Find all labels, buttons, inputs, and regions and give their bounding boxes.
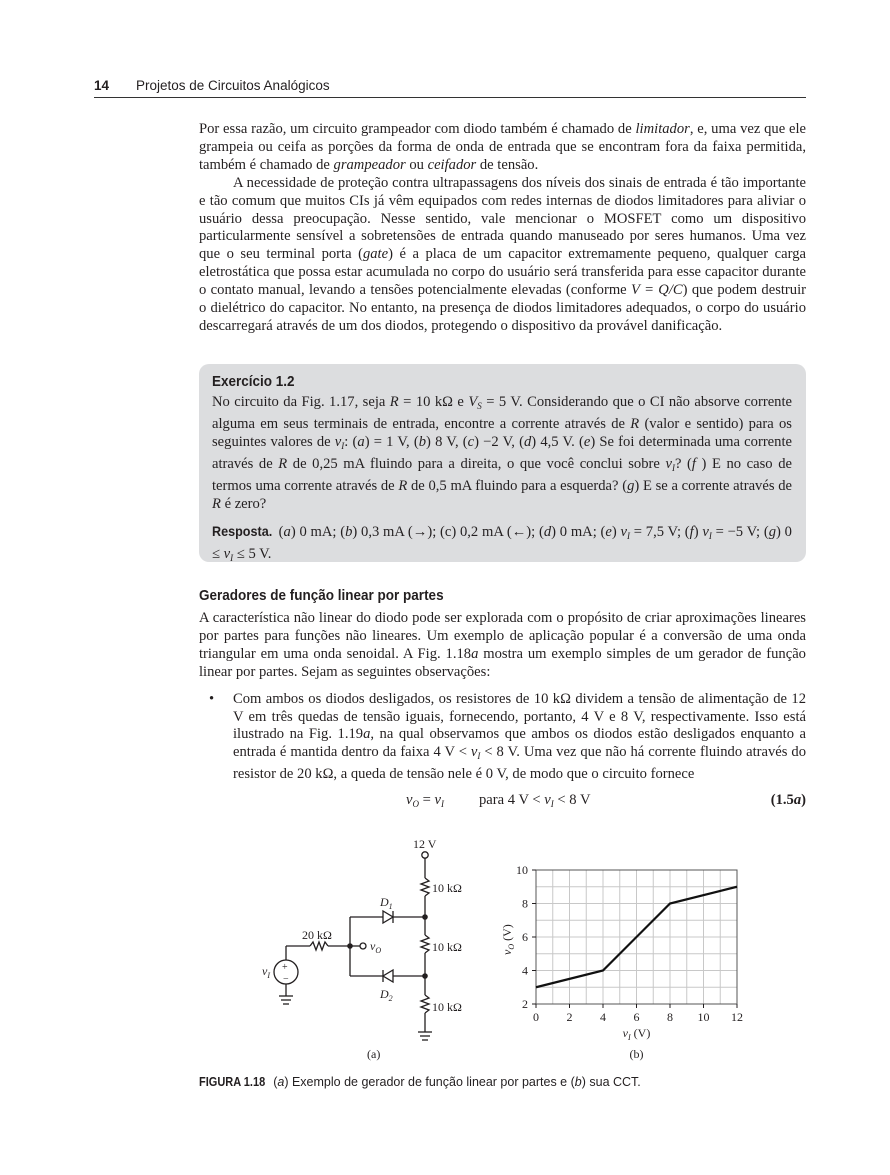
running-header (94, 78, 806, 98)
x-tick-label: 0 (533, 1010, 539, 1024)
answer-label: Resposta. (212, 523, 273, 540)
intro-text (199, 121, 806, 336)
subfigure-a-label: (a) (367, 1047, 381, 1061)
x-tick-label: 12 (731, 1010, 743, 1024)
equation-condition: para 4 $V < v_I < 8$ V (479, 792, 591, 809)
x-tick-label: 6 (633, 1010, 640, 1024)
diode-d1-label: $D_1$ (380, 895, 393, 911)
source-minus-sign: − (283, 974, 289, 985)
equation-lhs: $v_O = v_I$ (406, 792, 444, 809)
exercise-question: No circuito da Fig. 1.17, seja R = 10 kΩ e $V_S = 5$ V. Considerando que o CI não absorve corrente alguma em seus terminais de entrada, encontre a corrente através de R (valor e sentido) para os seguintes valores de $v_I$: (a) = 1 V, (b) 8 V, (c) −2 V, (d) 4,5 V. (e) Se foi determinada uma corrente através de R de 0,25 mA fluindo para a direita, o que você conclui sobre $v_I$? (f ) E no caso de termos uma corrente através de R de 0,5 mA fluindo para a esquerda? (g) E se a corrente através de R é zero? (212, 394, 792, 512)
x-tick-label: 2 (566, 1010, 573, 1024)
resistor-label-bottom: 10 kΩ (432, 1000, 462, 1014)
observation-list (199, 691, 806, 785)
y-tick-label: 8 (522, 896, 528, 911)
paragraph-protection: A necessidade de proteção contra ultrapassagens dos níveis dos sinais de entrada é tão importante e tão comum que muitos CIs já vêm equipados com redes internas de diodos limitadores para aliviar o usuário dessa preocupação. Nesse sentido, vale mencionar o MOSFET como um dispositivo particularmente sensível a sobretensões de entrada quando manuseado por seres humanos. Uma vez que o seu terminal porta (gate) é a placa de um capacitor extremamente pequeno, qualquer carga eletrostática que possa estar acumulada no corpo do usuário será transferida para esse capacitor durante o contato manual, levando a tensões potencialmente elevadas (conforme V = Q/C) que podem destruir o dielétrico do capacitor. No entanto, na presença de diodos limitadores adequados, o corpo do usuário descarregará através de um dos diodos, protegendo o dispositivo da provável danificação. (199, 174, 806, 334)
y-tick-label: 2 (522, 997, 528, 1011)
circuit-diagram (255, 830, 485, 1065)
x-tick-label: 10 (697, 1010, 710, 1024)
y-tick-label: 6 (522, 930, 528, 944)
resistor-label-input: 20 kΩ (302, 928, 332, 942)
exercise-answer: Resposta. (a) 0 mA; (b) 0,3 mA (→); (c) 0,2 mA (←); (d) 0 mA; (e) $v_I = 7,5$ V; (f) $v_I = -5$ V; (g) $0 \le v_I \le 5$ V. (212, 523, 792, 564)
paragraph-limitador: Por essa razão, um circuito grampeador com diodo também é chamado de limitador, e, uma vez que ele grampeia ou ceifa as porções da forma de onda de entrada que se encontram fora da faixa permitida, também é chamado de grampeador ou ceifador de tensão. (199, 121, 806, 173)
list-item: • Com ambos os diodos desligados, os resistores de 10 kΩ dividem a tensão de alimentação de 12 V em três quedas de tensão iguais, fornecendo, portanto, 4 V e 8 V, respectivamente. Isso está ilustrado na Fig. 1.19a, na qual observamos que ambos os diodos estão desligados enquanto a entrada é mantida dentro da faixa 4 $V < v_I < 8$ V. Uma vez que não há corrente fluindo através do resistor de 20 kΩ, a queda de tensão nele é 0 V, de modo que o circuito fornece (199, 691, 806, 785)
exercise-title: Exercício 1.2 (212, 373, 295, 390)
output-voltage-label: $v_O$ (370, 939, 382, 955)
y-tick-label: 4 (522, 963, 528, 978)
equation-1-5a (199, 792, 806, 812)
paragraph-piecewise: A característica não linear do diodo pode ser explorada com o propósito de criar aproximações lineares por partes para funções não lineares. Um exemplo de aplicação popular é a conversão de uma onda triangular em uma onda senoidal. A Fig. 1.18a mostra um exemplo simples de um gerador de função linear por partes. Sejam as seguintes observações: (199, 610, 806, 680)
section-heading: Geradores de função linear por partes (199, 587, 444, 604)
y-tick-label: 10 (516, 863, 528, 877)
cct-chart (495, 855, 755, 1070)
exercise-box (199, 364, 806, 562)
resistor-label-mid: 10 kΩ (432, 940, 462, 954)
input-voltage-label: $v_I$ (262, 964, 270, 980)
x-axis-label: $v_I$ (V) (622, 1026, 651, 1042)
equation-number: (1.5a) (770, 792, 806, 808)
x-tick-label: 4 (600, 1010, 606, 1024)
x-tick-label: 8 (667, 1010, 673, 1024)
section-text (199, 610, 806, 784)
running-title: Projetos de Circuitos Analógicos (136, 78, 330, 93)
figure-caption: FIGURA 1.18 (a) Exemplo de gerador de função linear por partes e (b) sua CCT. (199, 1075, 641, 1089)
subfigure-b-label: (b) (629, 1047, 644, 1061)
page-number: 14 (94, 78, 110, 93)
supply-voltage-label: 12 V (413, 837, 437, 851)
y-axis-label: $v_O$ (V) (500, 924, 516, 955)
resistor-label-top: 10 kΩ (432, 881, 462, 895)
diode-d2-label: $D_2$ (380, 987, 393, 1003)
source-plus-sign: + (282, 962, 288, 973)
